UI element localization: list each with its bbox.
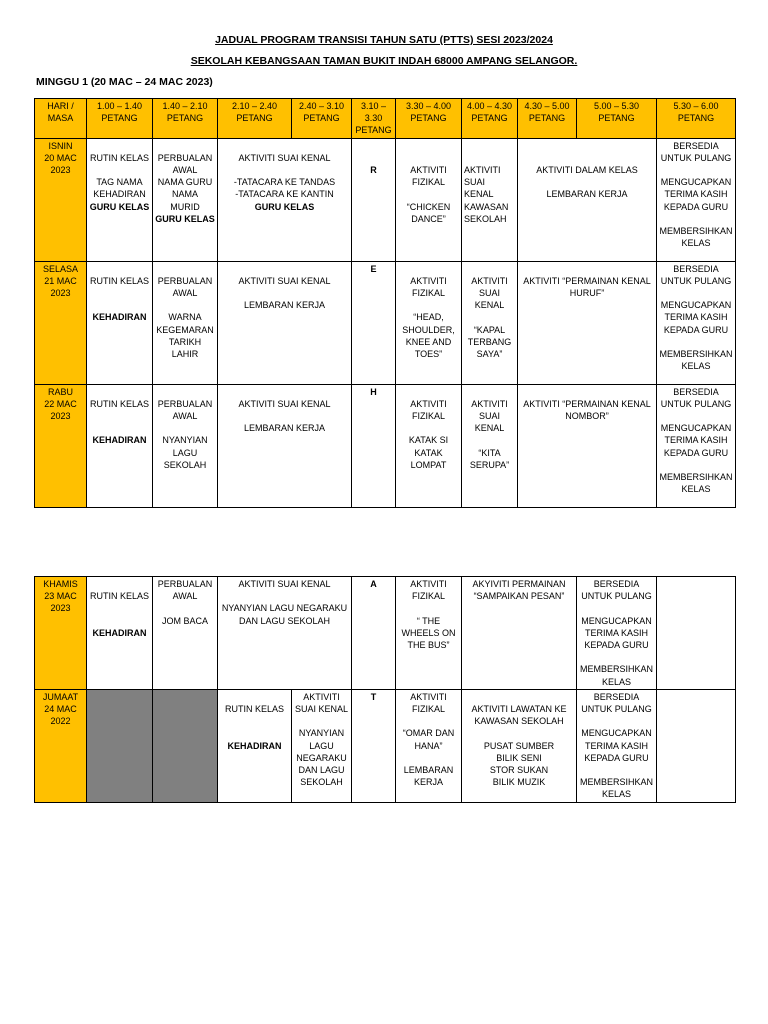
cell-suai-kenal: AKTIVITI SUAI KENAL LEMBARAN KERJA (218, 384, 352, 507)
cell-text: RUTIN KELAS (89, 398, 149, 409)
cell-bold-text: KEHADIRAN (92, 435, 147, 446)
cell-perbualan: PERBUALAN AWAL WARNA KEGEMARAN TARIKH LAHIR (153, 261, 218, 384)
cell-perbualan: PERBUALAN AWAL NYANYIAN LAGU SEKOLAH (153, 384, 218, 507)
rehat-cell: A (352, 577, 396, 690)
cell-pulang: BERSEDIA UNTUK PULANG MENGUCAPKAN TERIMA KASIH KEPADA GURU MEMBERSIHKAN KELAS (657, 261, 736, 384)
rehat-cell: R (352, 138, 396, 261)
cell-activity: AKTIVITI “PERMAINAN KENAL NOMBOR” (518, 384, 657, 507)
day-cell: ISNIN 20 MAC 2023 (35, 138, 87, 261)
schedule-table-1 (34, 98, 736, 508)
cell-suai-kenal: AKTIVITI SUAI KENAL NYANYIAN LAGU NEGARAKU DAN LAGU SEKOLAH (292, 689, 352, 802)
document-title: JADUAL PROGRAM TRANSISI TAHUN SATU (PTTS) SESI 2023/2024 (215, 34, 553, 46)
cell-pulang: BERSEDIA UNTUK PULANG MENGUCAPKAN TERIMA KASIH KEPADA GURU MEMBERSIHKAN KELAS (657, 138, 736, 261)
cell-rutin (87, 261, 153, 384)
cell-suai-kenal (218, 138, 352, 261)
cell-rutin (218, 689, 292, 802)
header-slot: 4.00 – 4.30 PETANG (462, 99, 518, 139)
shaded-cell (153, 689, 218, 802)
row-jumaat (35, 689, 736, 802)
header-slot: 1.00 – 1.40 PETANG (87, 99, 153, 139)
cell-bold-text: GURU KELAS (254, 201, 315, 212)
cell-activity: AKTIVITI DALAM KELAS LEMBARAN KERJA (518, 138, 657, 261)
empty-cell (657, 689, 736, 802)
cell-fizikal: AKTIVITI FIZIKAL “ THE WHEELS ON THE BUS” (396, 577, 462, 690)
cell-bold-text: KEHADIRAN (227, 740, 282, 751)
header-slot: 5.00 – 5.30 PETANG (577, 99, 657, 139)
row-selasa (35, 261, 736, 384)
cell-pulang: BERSEDIA UNTUK PULANG MENGUCAPKAN TERIMA KASIH KEPADA GURU MEMBERSIHKAN KELAS (657, 384, 736, 507)
cell-perbualan (153, 138, 218, 261)
cell-fizikal: AKTIVITI FIZIKAL KATAK SI KATAK LOMPAT (396, 384, 462, 507)
header-slot: 5.30 – 6.00 PETANG (657, 99, 736, 139)
cell-text: RUTIN KELAS (89, 275, 149, 286)
header-slot: 3.30 – 4.00 PETANG (396, 99, 462, 139)
row-isnin (35, 138, 736, 261)
cell-activity: AKTIVITI SUAI KENAL “KAPAL TERBANG SAYA” (462, 261, 518, 384)
cell-suai-kenal: AKTIVITI SUAI KENAL NYANYIAN LAGU NEGARAKU DAN LAGU SEKOLAH (218, 577, 352, 690)
header-slot: 3.10 – 3.30 PETANG (352, 99, 396, 139)
cell-bold-text: GURU KELAS (155, 213, 215, 224)
cell-fizikal: AKTIVITI FIZIKAL “CHICKEN DANCE” (396, 138, 462, 261)
cell-suai-kenal: AKTIVITI SUAI KENAL LEMBARAN KERJA (218, 261, 352, 384)
cell-text: RUTIN KELAS (224, 704, 284, 715)
cell-rutin (87, 577, 153, 690)
header-slot: 4.30 – 5.00 PETANG (518, 99, 577, 139)
cell-activity: AKTIVITI LAWATAN KE KAWASAN SEKOLAH PUSAT SUMBER BILIK SENI STOR SUKAN BILIK MUZIK (462, 689, 577, 802)
cell-activity: AKTIVITI “PERMAINAN KENAL HURUF” (518, 261, 657, 384)
header-row (35, 99, 736, 139)
rehat-cell: H (352, 384, 396, 507)
cell-text: AKTIVITI SUAI KENAL -TATACARA KE TANDAS -TATACARA KE KANTIN (233, 152, 336, 200)
cell-text: PERBUALAN AWAL NAMA GURU NAMA MURID (157, 152, 213, 212)
day-cell: KHAMIS 23 MAC 2023 (35, 577, 87, 690)
cell-rutin (87, 384, 153, 507)
rehat-cell: T (352, 689, 396, 802)
day-cell: SELASA 21 MAC 2023 (35, 261, 87, 384)
row-rabu (35, 384, 736, 507)
shaded-cell (87, 689, 153, 802)
schedule-table-2 (34, 576, 736, 803)
cell-activity: AKYIVITI PERMAINAN “SAMPAIKAN PESAN” (462, 577, 577, 690)
cell-pulang: BERSEDIA UNTUK PULANG MENGUCAPKAN TERIMA KASIH KEPADA GURU MEMBERSIHKAN KELAS (577, 577, 657, 690)
cell-bold-text: KEHADIRAN (92, 627, 147, 638)
day-cell: RABU 22 MAC 2023 (35, 384, 87, 507)
empty-cell (657, 577, 736, 690)
cell-text: RUTIN KELAS (89, 591, 149, 602)
cell-fizikal: AKTIVITI FIZIKAL “HEAD, SHOULDER, KNEE AND TOES” (396, 261, 462, 384)
rehat-cell: E (352, 261, 396, 384)
cell-bold-text: KEHADIRAN (92, 312, 147, 323)
header-slot: 1.40 – 2.10 PETANG (153, 99, 218, 139)
cell-perbualan: PERBUALAN AWAL JOM BACA (153, 577, 218, 690)
header-slot: 2.40 – 3.10 PETANG (292, 99, 352, 139)
header-day: HARI / MASA (35, 99, 87, 139)
cell-rutin (87, 138, 153, 261)
week-label: MINGGU 1 (20 MAC – 24 MAC 2023) (36, 76, 213, 88)
row-khamis (35, 577, 736, 690)
cell-activity: AKTIVITI SUAI KENAL KAWASAN SEKOLAH (462, 138, 518, 261)
cell-bold-text: GURU KELAS (89, 201, 150, 212)
cell-text: RUTIN KELAS TAG NAMA KEHADIRAN (89, 152, 149, 200)
day-cell: JUMAAT 24 MAC 2022 (35, 689, 87, 802)
cell-activity: AKTIVITI SUAI KENAL “KITA SERUPA” (462, 384, 518, 507)
cell-pulang: BERSEDIA UNTUK PULANG MENGUCAPKAN TERIMA KASIH KEPADA GURU MEMBERSIHKAN KELAS (577, 689, 657, 802)
school-name: SEKOLAH KEBANGSAAN TAMAN BUKIT INDAH 68000 AMPANG SELANGOR. (190, 55, 578, 67)
cell-fizikal: AKTIVITI FIZIKAL “OMAR DAN HANA” LEMBARAN KERJA (396, 689, 462, 802)
header-slot: 2.10 – 2.40 PETANG (218, 99, 292, 139)
